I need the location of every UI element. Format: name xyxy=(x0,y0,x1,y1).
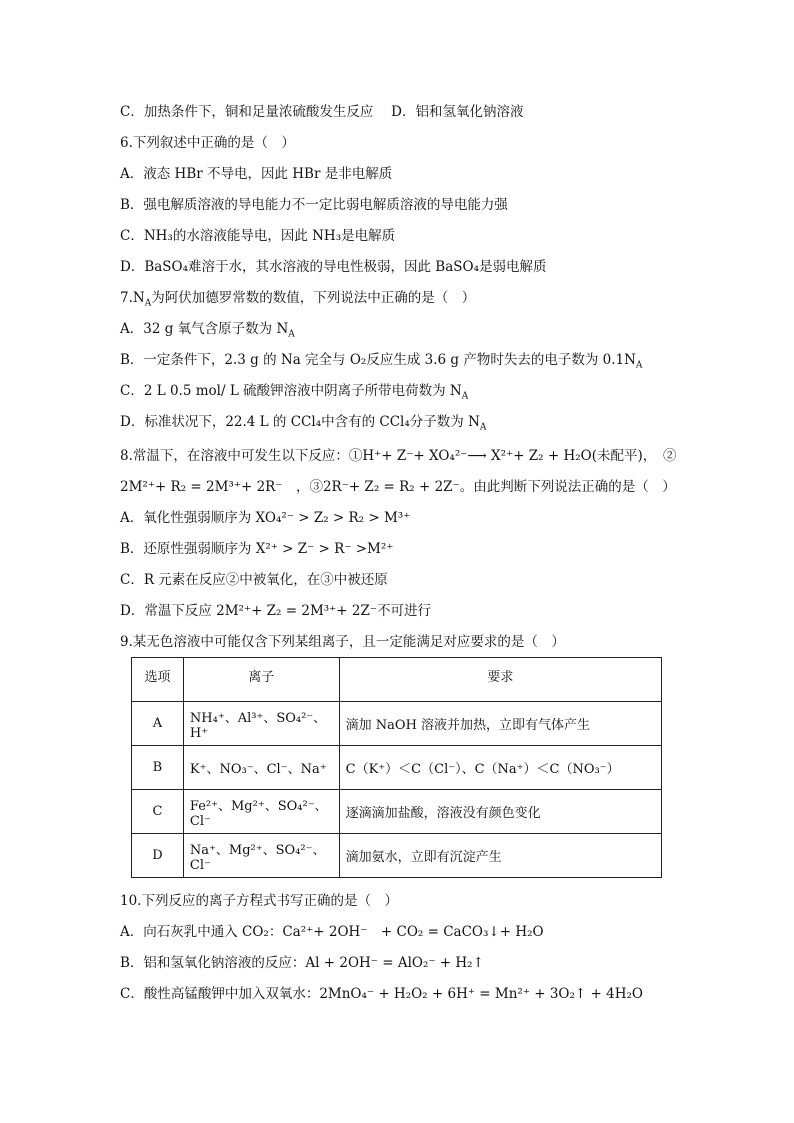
q7-option-b: B．一定条件下，2.3 g 的 Na 完全与 O₂反应生成 3.6 g 产物时失去的电子数为 $0.1N_A$ xyxy=(120,352,643,371)
row-requirement: C（K⁺）＜C（Cl⁻）、C（Na⁺）＜C（NO₃⁻） xyxy=(339,746,661,790)
q10-option-b: B．铝和氢氧化钠溶液的反应：Al + 2OH⁻ = AlO₂⁻ + H₂↑ xyxy=(120,955,484,971)
row-ions: Na⁺、Mg²⁺、SO₄²⁻、Cl⁻ xyxy=(183,834,339,878)
row-option: A xyxy=(132,702,184,746)
row-ions: NH₄⁺、Al³⁺、SO₄²⁻、H⁺ xyxy=(183,702,339,746)
table-row xyxy=(132,746,662,790)
q9-stem: 9.某无色溶液中可能仅含下列某组离子，且一定能满足对应要求的是（ ） xyxy=(120,634,565,650)
row-option: D xyxy=(132,834,184,878)
q7-option-d: D．标准状况下，22.4 L 的 CCl₄中含有的 CCl₄分子数为 $N_A$ xyxy=(120,414,487,433)
q8-option-a: A．氧化性强弱顺序为 XO₄²⁻ > Z₂ > R₂ > M³⁺ xyxy=(120,510,411,526)
q8-stem-cont: 2M²⁺+ R₂ = 2M³⁺+ 2R⁻ ，③2R⁻+ Z₂ = R₂ + 2Z⁻。由此判断下列说法正确的是（ ） xyxy=(120,479,676,495)
q7-option-c: C．2 L 0.5 mol/ L 硫酸钾溶液中阴离子所带电荷数为 $N_A$ xyxy=(120,383,469,402)
q10-option-a: A．向石灰乳中通入 CO₂：Ca²⁺+ 2OH⁻ + CO₂ = CaCO₃↓+ H₂O xyxy=(120,924,544,940)
row-requirement: 滴加 NaOH 溶液并加热，立即有气体产生 xyxy=(339,702,661,746)
q9-options-table xyxy=(131,657,662,878)
q10-option-c: C．酸性高锰酸钾中加入双氧水：2MnO₄⁻ + H₂O₂ + 6H⁺ = Mn²⁺ + 3O₂↑ + 4H₂O xyxy=(120,986,643,1002)
q8-stem: 8.常温下，在溶液中可发生以下反应：①H⁺+ Z⁻+ XO₄²⁻⟶ X²⁺+ Z₂ + H₂O(未配平)， ② xyxy=(120,448,677,464)
q10-stem: 10.下列反应的离子方程式书写正确的是（ ） xyxy=(120,893,398,909)
q8-option-b: B．还原性强弱顺序为 X²⁺ > Z⁻ > R⁻ >M²⁺ xyxy=(120,541,394,557)
header-ions: 离子 xyxy=(183,658,339,702)
table-row xyxy=(132,790,662,834)
q5-option-c-d: C．加热条件下，铜和足量浓硫酸发生反应 D．铝和氢氧化钠溶液 xyxy=(120,104,524,120)
row-requirement: 逐滴滴加盐酸，溶液没有颜色变化 xyxy=(339,790,661,834)
table-row xyxy=(132,702,662,746)
q8-option-d: D．常温下反应 2M²⁺+ Z₂ = 2M³⁺+ 2Z⁻不可进行 xyxy=(120,603,432,619)
row-requirement: 滴加氨水，立即有沉淀产生 xyxy=(339,834,661,878)
header-option: 选项 xyxy=(132,658,184,702)
header-requirement: 要求 xyxy=(339,658,661,702)
q8-option-c: C．R 元素在反应②中被氧化，在③中被还原 xyxy=(120,572,388,588)
q6-option-c: C．NH₃的水溶液能导电，因此 NH₃是电解质 xyxy=(120,228,396,244)
table-row xyxy=(132,834,662,878)
row-ions: Fe²⁺、Mg²⁺、SO₄²⁻、Cl⁻ xyxy=(183,790,339,834)
row-option: B xyxy=(132,746,184,790)
q6-option-a: A．液态 HBr 不导电，因此 HBr 是非电解质 xyxy=(120,166,393,182)
table-header-row xyxy=(132,658,662,702)
row-option: C xyxy=(132,790,184,834)
row-ions: K⁺、NO₃⁻、Cl⁻、Na⁺ xyxy=(183,746,339,790)
q6-stem: 6.下列叙述中正确的是（ ） xyxy=(120,135,295,151)
q7-option-a: A．32 g 氧气含原子数为 $N_A$ xyxy=(120,321,295,340)
q6-option-d: D．BaSO₄难溶于水，其水溶液的导电性极弱，因此 BaSO₄是弱电解质 xyxy=(120,259,547,275)
q6-option-b: B．强电解质溶液的导电能力不一定比弱电解质溶液的导电能力强 xyxy=(120,197,508,213)
q7-stem: $7.N_A$为阿伏加德罗常数的数值，下列说法中正确的是（ ） xyxy=(120,290,476,309)
